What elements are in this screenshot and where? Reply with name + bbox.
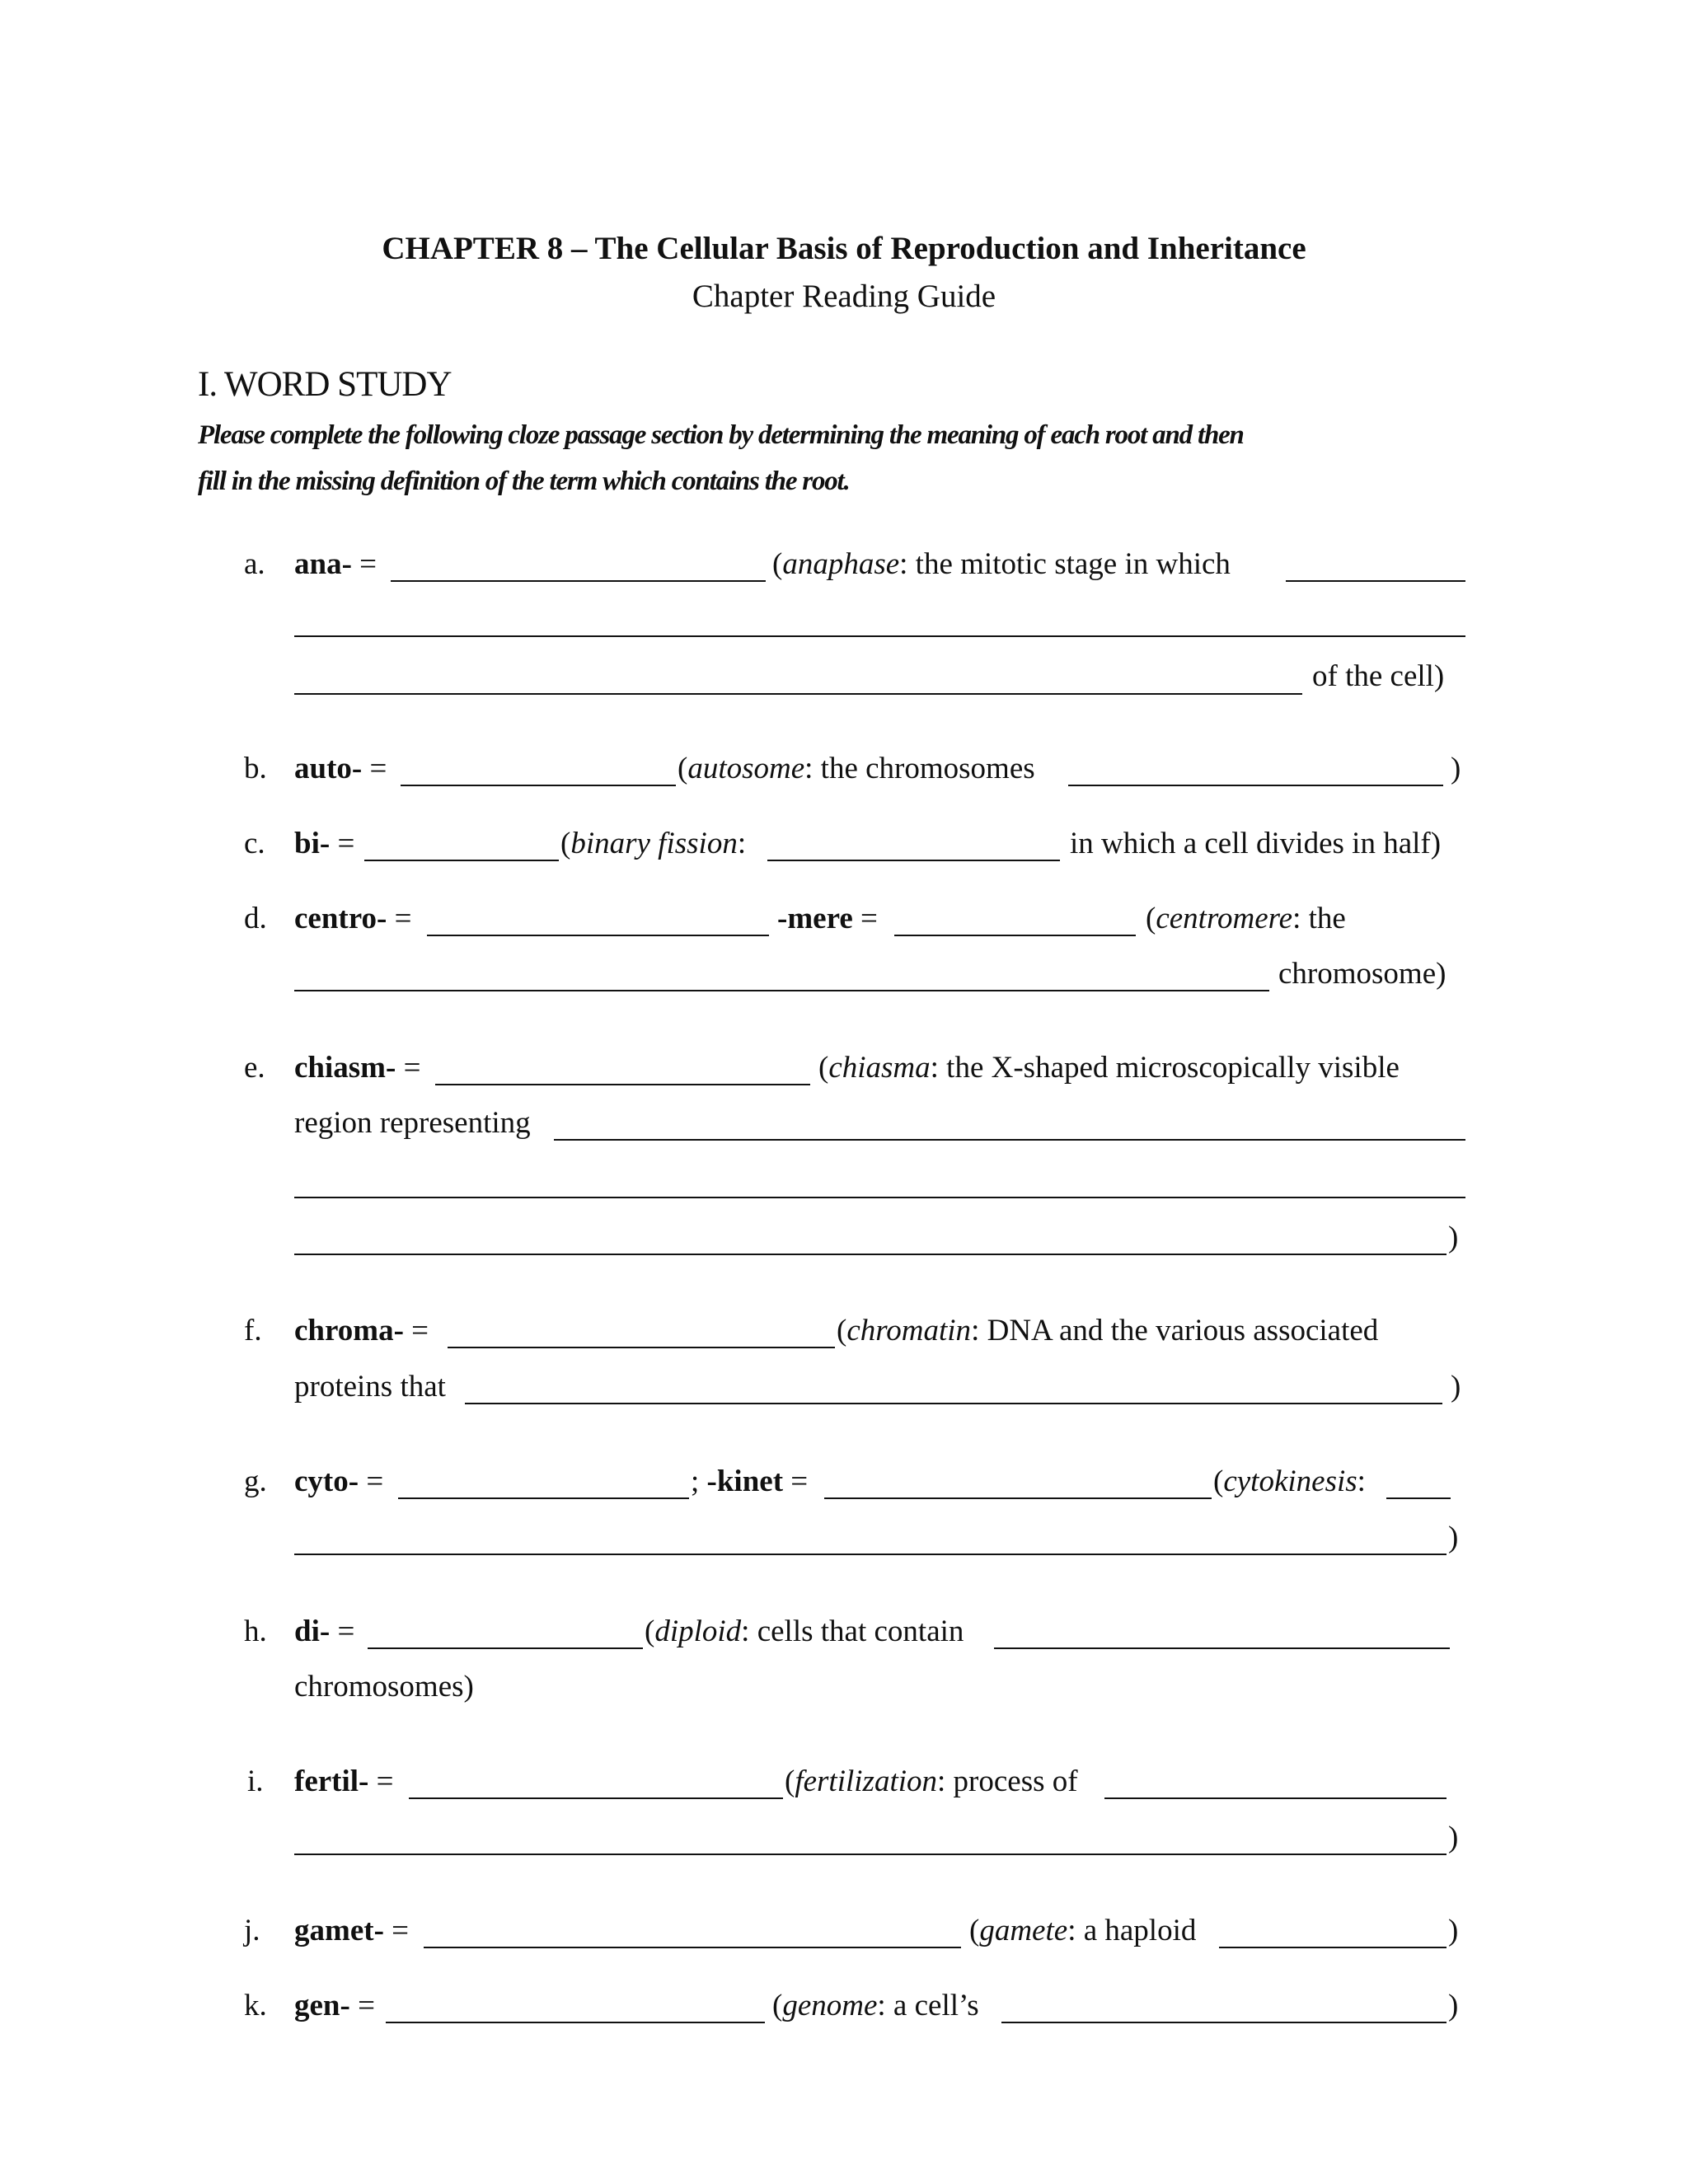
definition-end-text: chromosomes) (294, 1670, 474, 1704)
item-letter: a. (244, 547, 265, 581)
equals-sign: = (349, 1989, 375, 2022)
definition-blank[interactable] (294, 990, 1269, 991)
equals-sign: = (387, 902, 412, 935)
item-letter: f. (244, 1314, 262, 1347)
root-term: -mere (777, 902, 853, 935)
equals-sign: = (783, 1465, 809, 1498)
definition-blank[interactable] (1219, 1947, 1447, 1948)
definition-end-text: ) (1451, 752, 1461, 785)
example-term: cytokinesis (1223, 1465, 1357, 1498)
definition-blank[interactable] (465, 1403, 1442, 1404)
equals-sign: = (359, 1465, 384, 1498)
example-term: centromere (1156, 902, 1293, 935)
root-meaning-blank[interactable] (386, 2022, 765, 2023)
root-meaning-blank[interactable] (435, 1084, 810, 1085)
root-term: gen- (294, 1989, 350, 2022)
equals-sign: = (383, 1914, 410, 1947)
definition-end-text: ) (1448, 1521, 1459, 1554)
definition-text: proteins that (294, 1370, 446, 1404)
item-letter: k. (244, 1989, 267, 2022)
equals-sign: = (330, 827, 355, 860)
root-term: gamet- (294, 1914, 384, 1947)
definition-end-text: chromosome) (1278, 957, 1447, 991)
separator: ; (691, 1465, 700, 1498)
item-letter: d. (244, 902, 267, 935)
definition-text: : a haploid (1067, 1914, 1197, 1947)
item-letter: j. (244, 1914, 260, 1947)
definition-end-text: ) (1448, 1989, 1459, 2022)
root-term: bi- (294, 827, 331, 860)
example-term: fertilization (795, 1765, 938, 1798)
definition-end-text: ) (1451, 1370, 1461, 1404)
definition-text: region representing (294, 1106, 531, 1140)
root-meaning-blank[interactable] (398, 1497, 689, 1499)
definition-blank[interactable] (1286, 580, 1465, 582)
root-term: -kinet (706, 1465, 784, 1498)
definition-text: : the chromosomes (804, 752, 1035, 785)
root-term: di- (294, 1615, 331, 1648)
equals-sign: = (396, 1051, 421, 1085)
definition-text: : the mitotic stage in which (899, 547, 1231, 581)
item-letter: b. (244, 752, 267, 785)
root-term: fertil- (294, 1765, 369, 1798)
item-letter: e. (244, 1051, 265, 1085)
equals-sign: = (852, 902, 878, 935)
root-meaning-blank[interactable] (409, 1797, 783, 1799)
example-term: anaphase (782, 547, 900, 581)
root-term: auto- (294, 752, 363, 785)
example-term: binary fission (570, 827, 738, 860)
definition-text: : (737, 827, 747, 860)
root-meaning-blank[interactable] (424, 1947, 961, 1948)
definition-blank[interactable] (1001, 2022, 1447, 2023)
definition-blank[interactable] (294, 693, 1302, 695)
example-term: autosome (687, 752, 805, 785)
instructions-line-2: fill in the missing definition of the term which contains the root. (198, 466, 850, 496)
definition-blank[interactable] (294, 1254, 1447, 1255)
root-meaning-blank[interactable] (448, 1347, 835, 1348)
definition-blank[interactable] (1386, 1497, 1451, 1499)
definition-text: : the (1292, 902, 1346, 935)
definition-text: : (1357, 1465, 1366, 1498)
page-subtitle: Chapter Reading Guide (692, 279, 996, 314)
example-term: genome (782, 1989, 878, 2022)
equals-sign: = (368, 1765, 394, 1798)
root-term: ana- (294, 547, 352, 581)
example-term: gamete (979, 1914, 1068, 1947)
equals-sign: = (330, 1615, 355, 1648)
definition-text: : the X-shaped microscopically visible (930, 1051, 1400, 1085)
definition-end-text: ) (1448, 1221, 1459, 1254)
item-letter: c. (244, 827, 265, 860)
definition-blank[interactable] (554, 1139, 1465, 1141)
example-term: diploid (654, 1615, 742, 1648)
root-term: chiasm- (294, 1051, 396, 1085)
instructions-line-1: Please complete the following cloze passage section by determining the meaning of each root and then (198, 420, 1244, 450)
definition-end-text: of the cell) (1312, 659, 1445, 693)
root-term: chroma- (294, 1314, 404, 1347)
item-letter: h. (244, 1615, 267, 1648)
definition-text: : a cell’s (877, 1989, 979, 2022)
root-meaning-blank[interactable] (824, 1497, 1212, 1499)
root-meaning-blank[interactable] (391, 580, 766, 582)
root-meaning-blank[interactable] (427, 935, 769, 936)
page-title: CHAPTER 8 – The Cellular Basis of Reproduction and Inheritance (382, 231, 1306, 266)
root-meaning-blank[interactable] (364, 860, 559, 861)
definition-text: : DNA and the various associated (971, 1314, 1379, 1347)
definition-blank[interactable] (294, 1554, 1447, 1555)
root-term: cyto- (294, 1465, 359, 1498)
equals-sign: = (351, 547, 377, 581)
item-letter: i. (247, 1765, 264, 1798)
equals-sign: = (362, 752, 387, 785)
section-heading: I. WORD STUDY (198, 365, 452, 404)
definition-end-text: ) (1448, 1821, 1459, 1854)
item-letter: g. (244, 1465, 267, 1498)
definition-blank[interactable] (994, 1647, 1450, 1649)
root-meaning-blank[interactable] (368, 1647, 643, 1649)
root-meaning-blank[interactable] (401, 785, 676, 786)
equals-sign: = (403, 1314, 429, 1347)
example-term: chromatin (846, 1314, 972, 1347)
definition-text: : process of (937, 1765, 1078, 1798)
root-meaning-blank[interactable] (894, 935, 1136, 936)
example-term: chiasma (828, 1051, 931, 1085)
definition-blank[interactable] (1104, 1797, 1447, 1799)
definition-end-text: ) (1448, 1914, 1459, 1947)
definition-blank[interactable] (294, 635, 1465, 637)
definition-text: : cells that contain (741, 1615, 964, 1648)
definition-blank[interactable] (767, 860, 1060, 861)
definition-blank[interactable] (294, 1197, 1465, 1198)
definition-end-text: in which a cell divides in half) (1070, 827, 1442, 860)
definition-blank[interactable] (294, 1854, 1447, 1855)
definition-blank[interactable] (1068, 785, 1443, 786)
root-term: centro- (294, 902, 387, 935)
